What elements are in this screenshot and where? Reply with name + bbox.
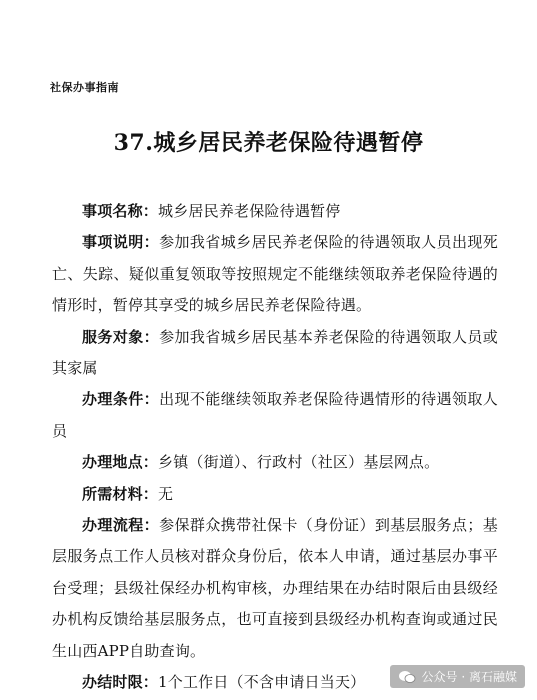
- wechat-icon: [398, 670, 416, 684]
- watermark: [390, 665, 525, 688]
- item-text: 乡镇（街道）、行政村（社区）基层网点。: [158, 453, 440, 472]
- document-body: [52, 196, 498, 699]
- item-text: 参加我省城乡居民基本养老保险的待遇领取人员或其家属: [52, 327, 498, 378]
- document-title: 37.城乡居民养老保险待遇暂停: [113, 130, 424, 156]
- item-label: 服务对象：: [82, 327, 160, 346]
- item-materials: [52, 479, 498, 510]
- item-label: 办结时限：: [82, 673, 159, 692]
- document-header: 社保办事指南: [50, 81, 119, 94]
- item-text: 城乡居民养老保险待遇暂停: [158, 202, 341, 220]
- watermark-text: 公众号 · 离石融媒: [421, 670, 517, 684]
- item-text: 无: [158, 484, 174, 503]
- item-label: 事项说明：: [82, 233, 160, 252]
- item-label: 办理流程：: [82, 516, 160, 535]
- item-label: 办理地点：: [82, 453, 159, 472]
- item-text: 出现不能继续领取养老保险待遇情形的待遇领取人员: [52, 390, 498, 440]
- item-label: 所需材料：: [82, 484, 159, 503]
- item-text: 1个工作日（不含申请日当天）: [158, 673, 366, 692]
- item-text: 参加我省城乡居民养老保险的待遇领取人员出现死亡、失踪、疑似重复领取等按照规定不能继续领取养老保险待遇的情形时，暂停其享受的城乡居民养老保险待遇。: [52, 233, 498, 315]
- item-text: 参保群众携带社保卡（身份证）到基层服务点；基层服务点工作人员核对群众身份后，依本人申请，通过基层办事平台受理；县级社保经办机构审核，办理结果在办结时限后由县级经办机构反馈给基层服务点，也可直接到县级经办机构查询或通过民生山西APP自助查询。: [52, 516, 498, 660]
- item-service-target: [52, 322, 498, 385]
- item-process: [52, 510, 498, 667]
- item-label: 事项名称：: [82, 202, 159, 220]
- item-label: 办理条件：: [82, 390, 160, 409]
- item-description: [52, 227, 498, 321]
- item-location: [52, 447, 498, 478]
- item-conditions: [52, 384, 498, 447]
- item-name: [52, 196, 498, 227]
